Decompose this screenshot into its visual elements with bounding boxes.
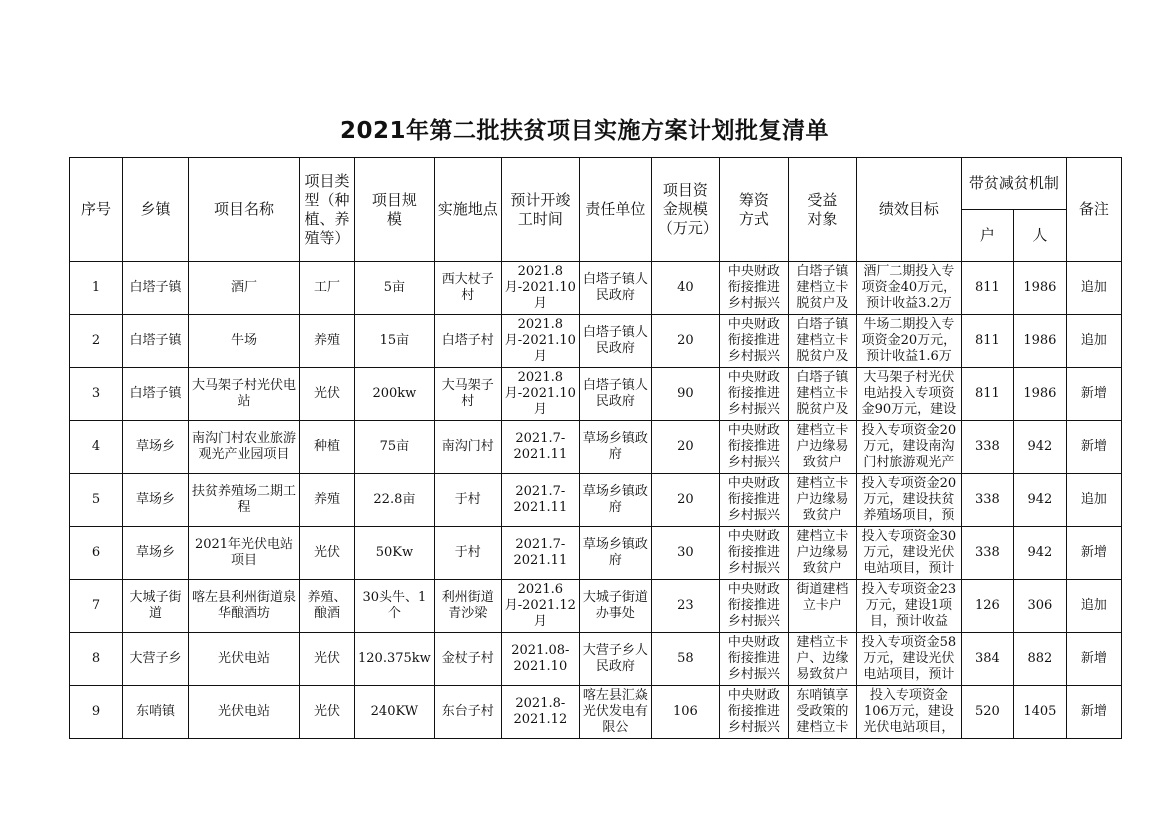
cell-index [70, 474, 123, 527]
header-schedule: 预计开竣工时间 [501, 158, 579, 262]
cell-beneficiary [788, 633, 856, 686]
cell-township [123, 262, 189, 315]
cell-text: 126 [974, 598, 1000, 613]
cell-text: 光伏 [313, 545, 340, 560]
cell-text: 于村 [454, 492, 481, 507]
cell-households [961, 315, 1013, 368]
cell-funds [651, 421, 719, 474]
cell-text: 520 [974, 704, 1000, 719]
cell-schedule [501, 368, 579, 421]
cell-remarks [1066, 474, 1121, 527]
cell-location [434, 315, 501, 368]
table-row [70, 315, 1122, 368]
cell-remarks [1066, 368, 1121, 421]
cell-scale [355, 580, 435, 633]
table-row [70, 633, 1122, 686]
cell-text: 投入专项资金20万元，建设扶贫养殖场项目，预 [861, 476, 957, 523]
cell-people [1013, 580, 1066, 633]
cell-project-name [189, 633, 300, 686]
cell-text: 建档立卡户边缘易致贫户 [796, 423, 849, 470]
cell-text: 942 [1027, 545, 1053, 560]
cell-text: 养殖、酿酒 [307, 590, 347, 621]
cell-project-name [189, 315, 300, 368]
cell-funds [651, 262, 719, 315]
cell-schedule [501, 633, 579, 686]
cell-text: 白塔子镇人民政府 [582, 378, 648, 409]
cell-responsible [579, 262, 651, 315]
cell-project-type [300, 315, 355, 368]
cell-text: 街道建档立卡户 [796, 582, 849, 613]
header-funds: 项目资金规模（万元） [651, 158, 719, 262]
cell-text: 工厂 [313, 280, 340, 295]
cell-scale [355, 368, 435, 421]
cell-text: 种植 [313, 439, 340, 454]
header-target: 绩效目标 [856, 158, 961, 262]
cell-text: 酒厂 [230, 280, 257, 295]
cell-index [70, 421, 123, 474]
cell-text: 于村 [454, 545, 481, 560]
cell-text: 大马架子村光伏电站 [192, 378, 297, 409]
cell-funding-method [719, 580, 788, 633]
cell-people [1013, 633, 1066, 686]
cell-text: 中央财政衔接推进乡村振兴 [727, 370, 780, 417]
cell-funds [651, 315, 719, 368]
cell-scale [355, 262, 435, 315]
cell-households [961, 368, 1013, 421]
cell-target [856, 262, 961, 315]
cell-project-type [300, 686, 355, 739]
header-remarks: 备注 [1066, 158, 1121, 262]
cell-scale [355, 315, 435, 368]
cell-text: 追加 [1080, 492, 1107, 507]
cell-target [856, 315, 961, 368]
cell-target [856, 580, 961, 633]
cell-text: 942 [1027, 492, 1053, 507]
cell-text: 扶贫养殖场二期工程 [192, 484, 297, 515]
cell-text: 东哨镇享受政策的建档立卡 [796, 688, 849, 735]
cell-index [70, 527, 123, 580]
cell-text: 106 [672, 704, 698, 719]
cell-text: 追加 [1080, 598, 1107, 613]
cell-remarks [1066, 633, 1121, 686]
cell-text: 3 [91, 386, 101, 401]
cell-text: 384 [974, 651, 1000, 666]
header-township: 乡镇 [123, 158, 189, 262]
cell-text: 中央财政衔接推进乡村振兴 [727, 688, 780, 735]
cell-text: 建档立卡户、边缘易致贫户 [796, 635, 849, 682]
cell-funds [651, 686, 719, 739]
cell-beneficiary [788, 686, 856, 739]
cell-text: 新增 [1080, 651, 1107, 666]
cell-households [961, 686, 1013, 739]
cell-location [434, 421, 501, 474]
cell-target [856, 527, 961, 580]
cell-project-type [300, 474, 355, 527]
cell-text: 投入专项资金30万元，建设光伏电站项目，预计 [861, 529, 957, 576]
cell-text: 中央财政衔接推进乡村振兴 [727, 635, 780, 682]
cell-location [434, 262, 501, 315]
cell-text: 草场乡 [135, 545, 175, 560]
cell-beneficiary [788, 421, 856, 474]
header-project-type: 项目类型（种植、养殖等） [300, 158, 355, 262]
cell-text: 2021.8月-2021.10月 [504, 317, 576, 364]
cell-text: 1986 [1023, 386, 1057, 401]
cell-funding-method [719, 368, 788, 421]
cell-project-name [189, 421, 300, 474]
cell-index [70, 633, 123, 686]
cell-text: 追加 [1080, 280, 1107, 295]
cell-responsible [579, 474, 651, 527]
cell-text: 东台子村 [441, 704, 494, 719]
cell-text: 东哨镇 [135, 704, 175, 719]
table-row [70, 527, 1122, 580]
cell-project-name [189, 527, 300, 580]
cell-households [961, 633, 1013, 686]
cell-schedule [501, 686, 579, 739]
cell-text: 58 [677, 651, 694, 666]
cell-township [123, 421, 189, 474]
cell-text: 120.375kw [358, 651, 431, 666]
cell-text: 追加 [1080, 333, 1107, 348]
cell-funds [651, 368, 719, 421]
cell-project-type [300, 580, 355, 633]
header-index: 序号 [70, 158, 123, 262]
cell-text: 新增 [1080, 704, 1107, 719]
table-row [70, 262, 1122, 315]
cell-text: 2021.7-2021.11 [513, 537, 568, 568]
cell-responsible [579, 315, 651, 368]
cell-text: 9 [91, 704, 101, 719]
cell-project-type [300, 633, 355, 686]
cell-beneficiary [788, 527, 856, 580]
cell-funds [651, 580, 719, 633]
table-row [70, 421, 1122, 474]
cell-remarks [1066, 580, 1121, 633]
cell-remarks [1066, 527, 1121, 580]
cell-text: 利州街道青沙梁 [441, 590, 494, 621]
cell-text: 大城子街道办事处 [582, 590, 648, 621]
cell-text: 20 [677, 492, 694, 507]
cell-text: 南沟门村农业旅游观光产业园项目 [192, 431, 297, 462]
cell-township [123, 527, 189, 580]
cell-text: 大马架子村光伏电站投入专项资金90万元，建设 [861, 370, 957, 417]
cell-project-name [189, 686, 300, 739]
cell-text: 建档立卡户边缘易致贫户 [796, 476, 849, 523]
cell-text: 光伏 [313, 651, 340, 666]
cell-text: 7 [91, 598, 101, 613]
cell-text: 喀左县利州街道泉华酿酒坊 [192, 590, 297, 621]
cell-text: 白塔子镇 [129, 280, 182, 295]
cell-responsible [579, 368, 651, 421]
cell-scale [355, 421, 435, 474]
header-project-name: 项目名称 [189, 158, 300, 262]
cell-people [1013, 474, 1066, 527]
cell-township [123, 633, 189, 686]
header-people: 人 [1013, 210, 1066, 262]
cell-text: 大城子街道 [129, 590, 182, 621]
cell-schedule [501, 315, 579, 368]
cell-text: 大营子乡 [129, 651, 182, 666]
cell-remarks [1066, 686, 1121, 739]
cell-text: 811 [974, 333, 1000, 348]
cell-township [123, 315, 189, 368]
cell-location [434, 580, 501, 633]
cell-text: 白塔子镇建档立卡脱贫户及 [796, 370, 849, 417]
cell-funding-method [719, 421, 788, 474]
cell-schedule [501, 474, 579, 527]
cell-people [1013, 527, 1066, 580]
cell-text: 建档立卡户边缘易致贫户 [796, 529, 849, 576]
cell-text: 投入专项资金23万元，建设1项目，预计收益 [861, 582, 957, 629]
cell-text: 光伏电站 [217, 704, 270, 719]
cell-index [70, 686, 123, 739]
cell-text: 2021年光伏电站项目 [194, 537, 294, 568]
cell-text: 240KW [370, 704, 419, 719]
cell-index [70, 368, 123, 421]
cell-text: 白塔子镇 [129, 386, 182, 401]
cell-funding-method [719, 633, 788, 686]
cell-location [434, 686, 501, 739]
cell-text: 金杖子村 [441, 651, 494, 666]
cell-township [123, 580, 189, 633]
cell-location [434, 527, 501, 580]
cell-schedule [501, 580, 579, 633]
cell-funding-method [719, 527, 788, 580]
cell-text: 新增 [1080, 545, 1107, 560]
header-scale: 项目规模 [355, 158, 435, 262]
cell-text: 2021.7-2021.11 [513, 431, 568, 462]
cell-text: 新增 [1080, 439, 1107, 454]
cell-text: 2021.7-2021.11 [513, 484, 568, 515]
cell-text: 大营子乡人民政府 [582, 643, 648, 674]
cell-text: 20 [677, 439, 694, 454]
cell-text: 牛场二期投入专项资金20万元，预计收益1.6万 [861, 317, 957, 364]
cell-scale [355, 633, 435, 686]
cell-text: 2021.6月-2021.12月 [504, 582, 576, 629]
cell-text: 牛场 [230, 333, 257, 348]
cell-text: 30头牛、1个 [362, 590, 427, 621]
cell-project-type [300, 262, 355, 315]
cell-text: 2021.8-2021.12 [513, 696, 568, 727]
cell-text: 投入专项资金58万元，建设光伏电站项目，预计 [861, 635, 957, 682]
cell-households [961, 527, 1013, 580]
cell-text: 338 [974, 439, 1000, 454]
cell-text: 新增 [1080, 386, 1107, 401]
cell-text: 22.8亩 [373, 492, 416, 507]
cell-schedule [501, 421, 579, 474]
cell-text: 2021.8月-2021.10月 [504, 264, 576, 311]
table-row [70, 368, 1122, 421]
cell-beneficiary [788, 368, 856, 421]
cell-households [961, 474, 1013, 527]
cell-responsible [579, 580, 651, 633]
cell-text: 5亩 [383, 280, 406, 295]
cell-beneficiary [788, 474, 856, 527]
cell-text: 942 [1027, 439, 1053, 454]
cell-households [961, 580, 1013, 633]
cell-people [1013, 262, 1066, 315]
cell-location [434, 474, 501, 527]
cell-text: 6 [91, 545, 101, 560]
header-households: 户 [961, 210, 1013, 262]
cell-text: 1986 [1023, 333, 1057, 348]
cell-project-name [189, 262, 300, 315]
cell-people [1013, 368, 1066, 421]
cell-text: 投入专项资金20万元，建设南沟门村旅游观光产 [861, 423, 957, 470]
cell-text: 光伏电站 [217, 651, 270, 666]
cell-text: 15亩 [379, 333, 410, 348]
cell-text: 养殖 [313, 492, 340, 507]
cell-scale [355, 527, 435, 580]
cell-text: 光伏 [313, 386, 340, 401]
cell-remarks [1066, 421, 1121, 474]
cell-remarks [1066, 262, 1121, 315]
cell-funds [651, 633, 719, 686]
cell-project-type [300, 527, 355, 580]
cell-text: 养殖 [313, 333, 340, 348]
cell-text: 白塔子镇 [129, 333, 182, 348]
cell-text: 白塔子镇建档立卡脱贫户及 [796, 264, 849, 311]
cell-remarks [1066, 315, 1121, 368]
cell-text: 中央财政衔接推进乡村振兴 [727, 582, 780, 629]
header-location: 实施地点 [434, 158, 501, 262]
cell-target [856, 633, 961, 686]
cell-schedule [501, 527, 579, 580]
cell-text: 南沟门村 [441, 439, 494, 454]
cell-township [123, 474, 189, 527]
cell-text: 200kw [372, 386, 417, 401]
cell-beneficiary [788, 315, 856, 368]
cell-text: 西大杖子村 [441, 272, 494, 303]
cell-text: 811 [974, 280, 1000, 295]
cell-text: 中央财政衔接推进乡村振兴 [727, 529, 780, 576]
cell-beneficiary [788, 580, 856, 633]
cell-text: 白塔子镇人民政府 [582, 325, 648, 356]
header-beneficiary: 受益对象 [788, 158, 856, 262]
cell-text: 1405 [1023, 704, 1057, 719]
cell-scale [355, 686, 435, 739]
cell-text: 投入专项资金106万元，建设光伏电站项目， [863, 688, 955, 735]
cell-text: 白塔子镇建档立卡脱贫户及 [796, 317, 849, 364]
cell-text: 338 [974, 545, 1000, 560]
cell-target [856, 421, 961, 474]
cell-funds [651, 527, 719, 580]
header-responsible: 责任单位 [579, 158, 651, 262]
cell-index [70, 262, 123, 315]
cell-funding-method [719, 262, 788, 315]
cell-text: 30 [677, 545, 694, 560]
cell-funding-method [719, 474, 788, 527]
cell-text: 338 [974, 492, 1000, 507]
header-mechanism: 带贫减贫机制 [961, 158, 1066, 210]
cell-text: 40 [677, 280, 694, 295]
cell-project-name [189, 368, 300, 421]
cell-text: 4 [91, 439, 101, 454]
cell-target [856, 686, 961, 739]
project-table [69, 157, 1122, 739]
cell-text: 50Kw [375, 545, 414, 560]
cell-text: 5 [91, 492, 101, 507]
cell-text: 75亩 [379, 439, 410, 454]
cell-location [434, 633, 501, 686]
cell-text: 1 [91, 280, 101, 295]
cell-text: 882 [1027, 651, 1053, 666]
cell-text: 白塔子村 [441, 333, 494, 348]
cell-responsible [579, 686, 651, 739]
cell-text: 草场乡镇政府 [582, 537, 648, 568]
cell-index [70, 315, 123, 368]
cell-text: 大马架子村 [441, 378, 494, 409]
cell-text: 中央财政衔接推进乡村振兴 [727, 476, 780, 523]
cell-text: 2021.08-2021.10 [511, 643, 570, 674]
cell-township [123, 368, 189, 421]
cell-text: 草场乡 [135, 439, 175, 454]
cell-text: 2 [91, 333, 101, 348]
cell-funding-method [719, 315, 788, 368]
cell-text: 草场乡镇政府 [582, 484, 648, 515]
cell-project-name [189, 474, 300, 527]
header-funding-method: 筹资方式 [719, 158, 788, 262]
cell-text: 中央财政衔接推进乡村振兴 [727, 423, 780, 470]
cell-target [856, 368, 961, 421]
cell-text: 1986 [1023, 280, 1057, 295]
cell-text: 306 [1027, 598, 1053, 613]
cell-people [1013, 686, 1066, 739]
cell-text: 8 [91, 651, 101, 666]
cell-schedule [501, 262, 579, 315]
cell-text: 喀左县汇焱光伏发电有限公 [582, 688, 648, 735]
cell-text: 酒厂二期投入专项资金40万元，预计收益3.2万 [861, 264, 957, 311]
cell-text: 90 [677, 386, 694, 401]
cell-responsible [579, 421, 651, 474]
cell-text: 23 [677, 598, 694, 613]
cell-index [70, 580, 123, 633]
cell-township [123, 686, 189, 739]
table-row [70, 686, 1122, 739]
table-row [70, 474, 1122, 527]
cell-households [961, 421, 1013, 474]
page-title: 2021年第二批扶贫项目实施方案计划批复清单 [339, 118, 829, 144]
cell-text: 中央财政衔接推进乡村振兴 [727, 317, 780, 364]
cell-text: 2021.8月-2021.10月 [504, 370, 576, 417]
cell-text: 白塔子镇人民政府 [582, 272, 648, 303]
cell-text: 中央财政衔接推进乡村振兴 [727, 264, 780, 311]
cell-funding-method [719, 686, 788, 739]
cell-text: 草场乡 [135, 492, 175, 507]
cell-text: 20 [677, 333, 694, 348]
cell-scale [355, 474, 435, 527]
cell-text: 草场乡镇政府 [582, 431, 648, 462]
cell-responsible [579, 633, 651, 686]
cell-people [1013, 421, 1066, 474]
cell-funds [651, 474, 719, 527]
cell-target [856, 474, 961, 527]
table-row [70, 580, 1122, 633]
cell-project-name [189, 580, 300, 633]
cell-project-type [300, 421, 355, 474]
cell-people [1013, 315, 1066, 368]
cell-text: 811 [974, 386, 1000, 401]
cell-responsible [579, 527, 651, 580]
cell-project-type [300, 368, 355, 421]
cell-location [434, 368, 501, 421]
cell-beneficiary [788, 262, 856, 315]
cell-households [961, 262, 1013, 315]
cell-text: 光伏 [313, 704, 340, 719]
